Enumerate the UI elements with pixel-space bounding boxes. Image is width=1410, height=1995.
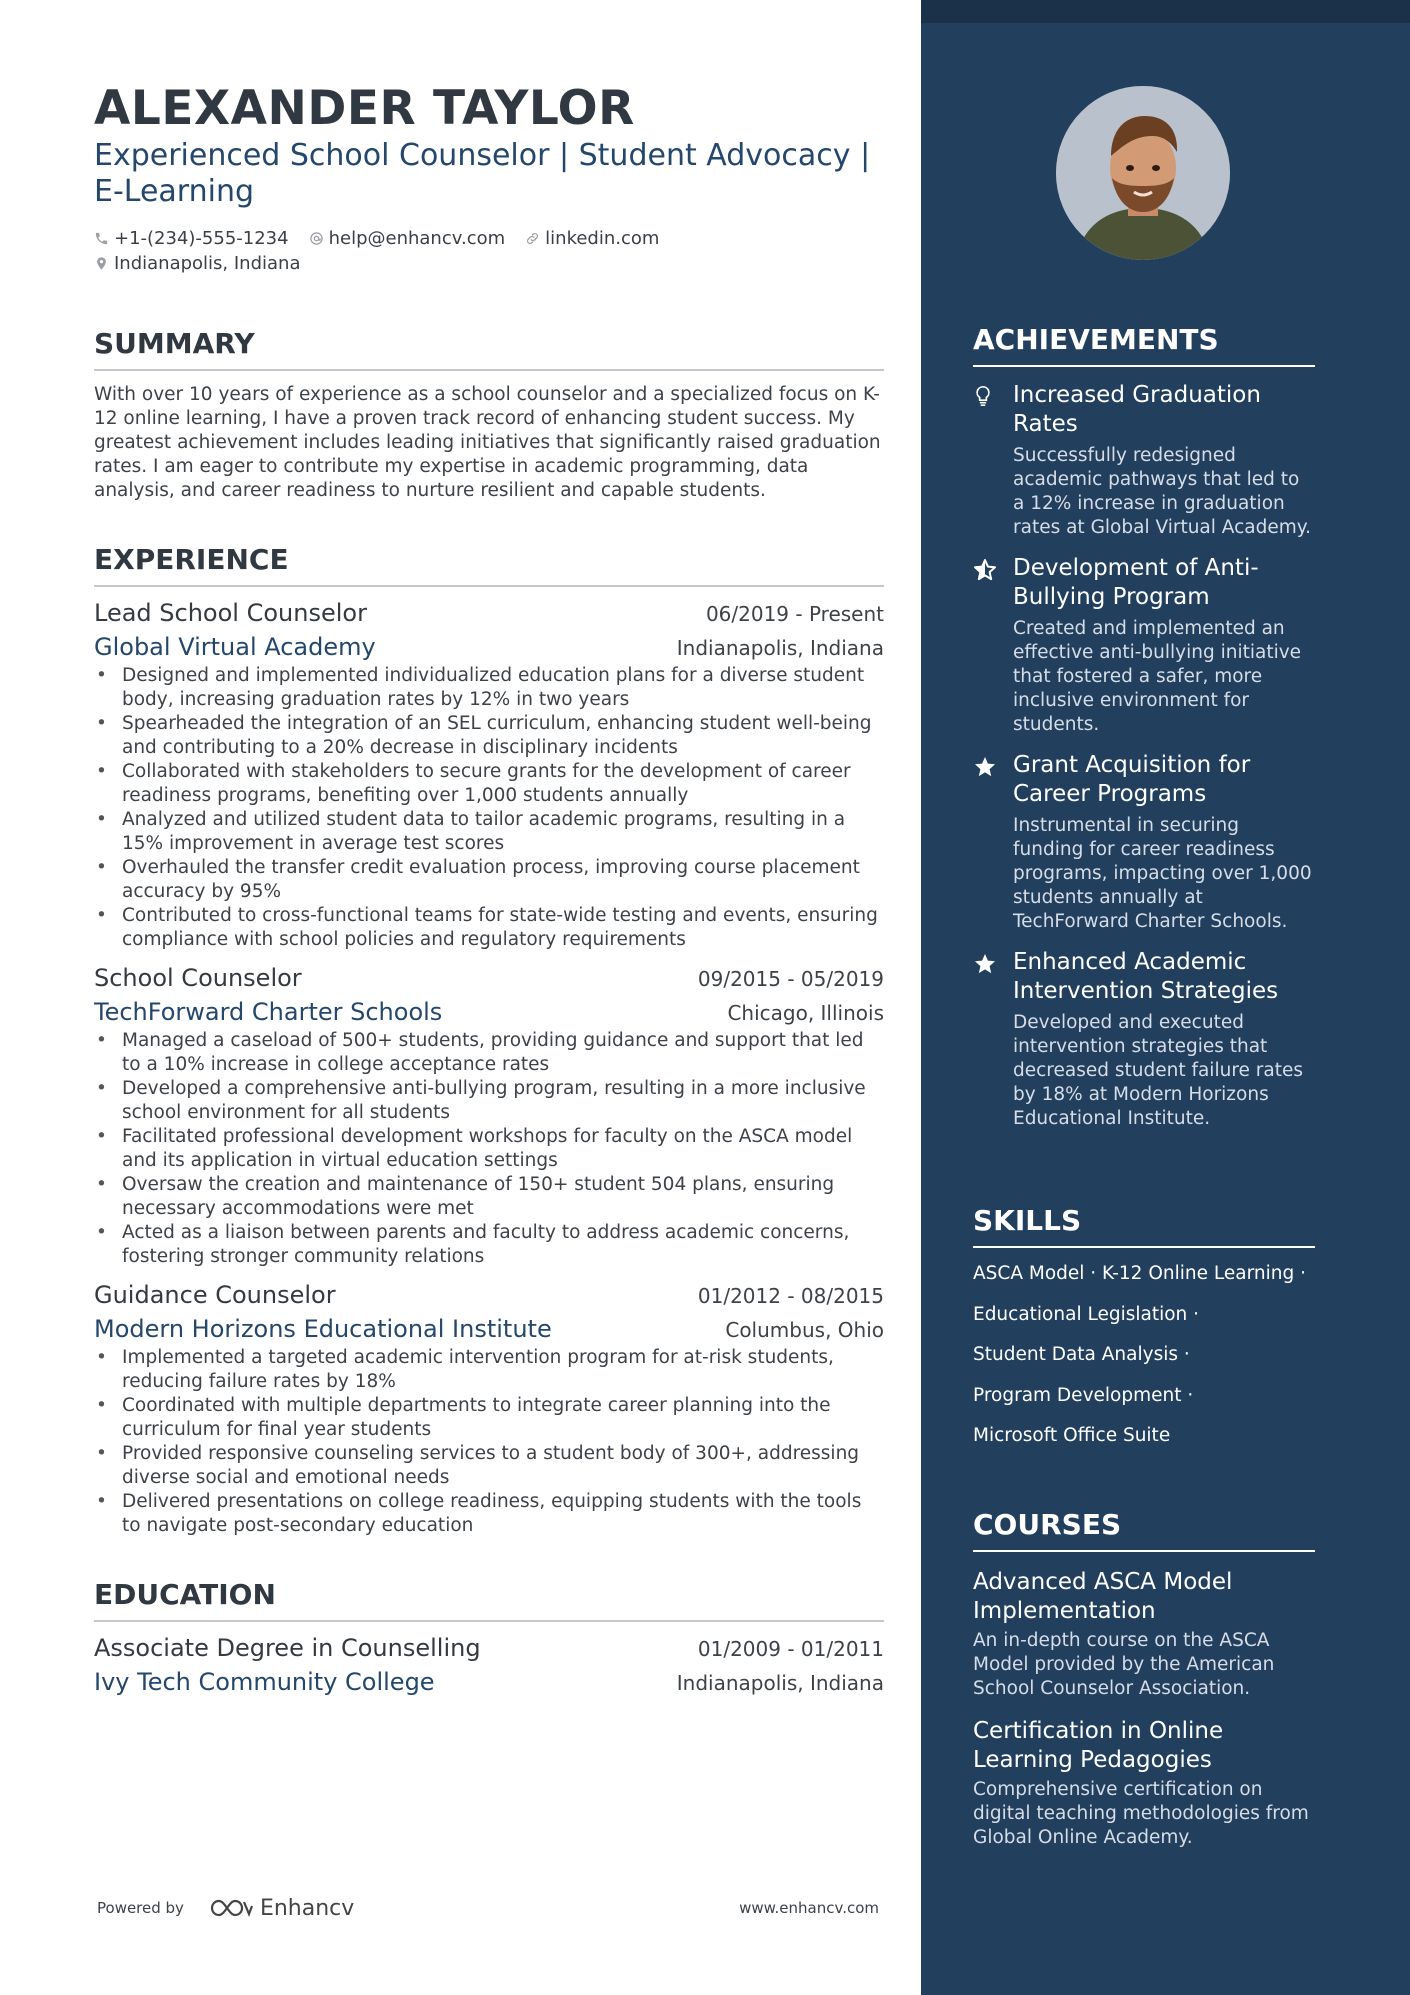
school-name: Ivy Tech Community College	[94, 1668, 435, 1696]
courses-title: COURSES	[973, 1508, 1315, 1552]
sidebar-top-bar	[921, 0, 1410, 23]
skill-line: ASCA Model · K-12 Online Learning ·	[973, 1263, 1306, 1284]
job-entry	[94, 1278, 884, 1538]
summary-text: With over 10 years of experience as a school counselor and a specialized focus on K-12 online learning, I have a proven track record of enhancing student success. My greatest achievement includes leading initiatives that significantly raised graduation rates. I am eager to contribute my expertise in academic programming, data analysis, and career readiness to nurture resilient and capable students.	[94, 384, 881, 501]
job-bullet: • Contributed to cross-functional teams for state-wide testing and events, ensuring compliance with school policies and regulatory requirements	[94, 904, 884, 952]
summary-section	[94, 327, 884, 503]
contact-location	[94, 251, 301, 276]
course-item	[973, 1717, 1315, 1850]
achievement-title: Grant Acquisition for Career Programs	[1013, 752, 1251, 807]
achievement-item	[973, 381, 1315, 540]
job-company: Modern Horizons Educational Institute	[94, 1315, 552, 1343]
candidate-name: ALEXANDER TAYLOR	[94, 81, 635, 136]
job-title: Lead School Counselor	[94, 599, 367, 627]
skill-line: Student Data Analysis ·	[973, 1344, 1190, 1365]
skills-section	[973, 1204, 1315, 1457]
achievements-section	[973, 323, 1315, 1131]
achievement-desc: Created and implemented an effective anti-bullying initiative that fostered a safer, more inclusive environment for students.	[1013, 618, 1302, 735]
job-location: Columbus, Ohio	[725, 1318, 884, 1342]
job-bullet: • Coordinated with multiple departments to integrate career planning into the curriculum for final year students	[94, 1394, 884, 1442]
job-bullet: • Developed a comprehensive anti-bullying program, resulting in a more inclusive school environment for all students	[94, 1077, 884, 1125]
experience-section	[94, 543, 884, 1538]
lightbulb-icon	[973, 385, 993, 407]
contact-linkedin[interactable]	[525, 226, 659, 251]
achievement-item	[973, 554, 1315, 737]
job-company: Global Virtual Academy	[94, 633, 376, 661]
brand-name: Enhancv	[259, 1895, 355, 1921]
job-dates: 06/2019 - Present	[705, 602, 884, 626]
contact-email[interactable]	[309, 226, 506, 251]
job-bullet: • Analyzed and utilized student data to tailor academic programs, resulting in a 15% improvement in average test scores	[94, 808, 884, 856]
achievement-item	[973, 948, 1315, 1131]
achievements-title: ACHIEVEMENTS	[973, 323, 1315, 367]
achievement-desc: Successfully redesigned academic pathways that led to a 12% increase in graduation rates at Global Virtual Academy.	[1013, 445, 1311, 538]
email-text: help@enhancv.com	[328, 228, 506, 249]
skills-title: SKILLS	[973, 1204, 1315, 1248]
job-title: Guidance Counselor	[94, 1281, 336, 1309]
phone-text: +1-(234)-555-1234	[114, 228, 289, 249]
job-location: Indianapolis, Indiana	[676, 636, 884, 660]
summary-title: SUMMARY	[94, 327, 884, 371]
job-company: TechForward Charter Schools	[94, 998, 443, 1026]
powered-by-label: Powered by	[97, 1899, 184, 1917]
main-column	[94, 82, 884, 1699]
job-bullet: • Spearheaded the integration of an SEL curriculum, enhancing student well-being and contributing to a 20% decrease in disciplinary incidents	[94, 712, 884, 760]
achievement-item	[973, 751, 1315, 934]
job-bullet: • Collaborated with stakeholders to secure grants for the development of career readiness programs, benefiting over 1,000 students annually	[94, 760, 884, 808]
skill-line: Program Development ·	[973, 1384, 1194, 1406]
experience-title: EXPERIENCE	[94, 543, 884, 587]
job-bullet: • Facilitated professional development workshops for faculty on the ASCA model and its application in virtual education settings	[94, 1125, 884, 1173]
course-title: Certification in Online Learning Pedagogies	[973, 1718, 1224, 1773]
job-bullet: • Oversaw the creation and maintenance of 150+ student 504 plans, ensuring necessary accommodations were met	[94, 1173, 884, 1221]
enhancv-logo[interactable]	[208, 1896, 354, 1921]
headline: Experienced School Counselor | Student Advocacy | E-Learning	[94, 138, 871, 209]
location-pin-icon	[94, 256, 109, 271]
achievement-title: Enhanced Academic Intervention Strategies	[1013, 949, 1279, 1004]
phone-icon	[94, 231, 109, 246]
job-bullets	[94, 1346, 884, 1538]
job-entry	[94, 596, 884, 952]
avatar-portrait	[1056, 86, 1230, 260]
job-title: School Counselor	[94, 964, 302, 992]
star-icon	[973, 952, 997, 976]
degree-name: Associate Degree in Counselling	[94, 1634, 481, 1662]
avatar	[1056, 86, 1230, 260]
courses-section	[973, 1508, 1315, 1850]
job-bullets	[94, 1029, 884, 1269]
job-bullet: • Delivered presentations on college readiness, equipping students with the tools to navigate post-secondary education	[94, 1490, 884, 1538]
job-dates: 09/2015 - 05/2019	[697, 967, 884, 991]
course-item	[973, 1568, 1315, 1701]
link-icon	[525, 231, 540, 246]
job-location: Chicago, Illinois	[727, 1001, 884, 1025]
job-bullet: • Implemented a targeted academic intervention program for at-risk students, reducing failure rates by 18%	[94, 1346, 884, 1394]
achievement-title: Increased Graduation Rates	[1013, 382, 1261, 437]
job-bullet: • Overhauled the transfer credit evaluation process, improving course placement accuracy by 95%	[94, 856, 884, 904]
website-link[interactable]: www.enhancv.com	[739, 1899, 879, 1917]
job-bullet: • Managed a caseload of 500+ students, providing guidance and support that led to a 10% increase in college acceptance rates	[94, 1029, 884, 1077]
course-desc: Comprehensive certification on digital teaching methodologies from Global Online Academy.	[973, 1779, 1309, 1848]
star-half-icon	[973, 558, 997, 582]
linkedin-text: linkedin.com	[545, 228, 660, 249]
achievement-title: Development of Anti-Bullying Program	[1013, 555, 1259, 610]
job-dates: 01/2012 - 08/2015	[697, 1284, 884, 1308]
job-bullet: • Acted as a liaison between parents and faculty to address academic concerns, fostering stronger community relations	[94, 1221, 884, 1269]
education-dates: 01/2009 - 01/2011	[697, 1637, 884, 1661]
contact-info	[94, 226, 884, 276]
education-section	[94, 1578, 884, 1699]
sidebar	[921, 0, 1410, 1995]
star-icon	[973, 755, 997, 779]
job-entry	[94, 961, 884, 1269]
education-location: Indianapolis, Indiana	[676, 1671, 884, 1695]
skill-line: Educational Legislation ·	[973, 1303, 1200, 1325]
skill-line: Microsoft Office Suite	[973, 1425, 1171, 1446]
achievement-desc: Instrumental in securing funding for career readiness programs, impacting over 1,000 students annually at TechForward Charter Schools.	[1013, 815, 1312, 932]
education-title: EDUCATION	[94, 1578, 884, 1622]
job-bullets	[94, 664, 884, 952]
enhancv-logo-icon	[208, 1896, 254, 1920]
achievement-desc: Developed and executed intervention strategies that decreased student failure rates by 18% at Modern Horizons Educational Institute.	[1013, 1012, 1303, 1129]
course-title: Advanced ASCA Model Implementation	[973, 1569, 1233, 1624]
contact-phone[interactable]	[94, 226, 289, 251]
job-bullet: • Provided responsive counseling services to a student body of 300+, addressing diverse social and emotional needs	[94, 1442, 884, 1490]
location-text: Indianapolis, Indiana	[114, 253, 301, 274]
at-icon	[309, 231, 324, 246]
job-bullet: • Designed and implemented individualized education plans for a diverse student body, increasing graduation rates by 12% in two years	[94, 664, 884, 712]
footer	[97, 1893, 879, 1923]
course-desc: An in-depth course on the ASCA Model provided by the American School Counselor Association.	[973, 1630, 1275, 1699]
